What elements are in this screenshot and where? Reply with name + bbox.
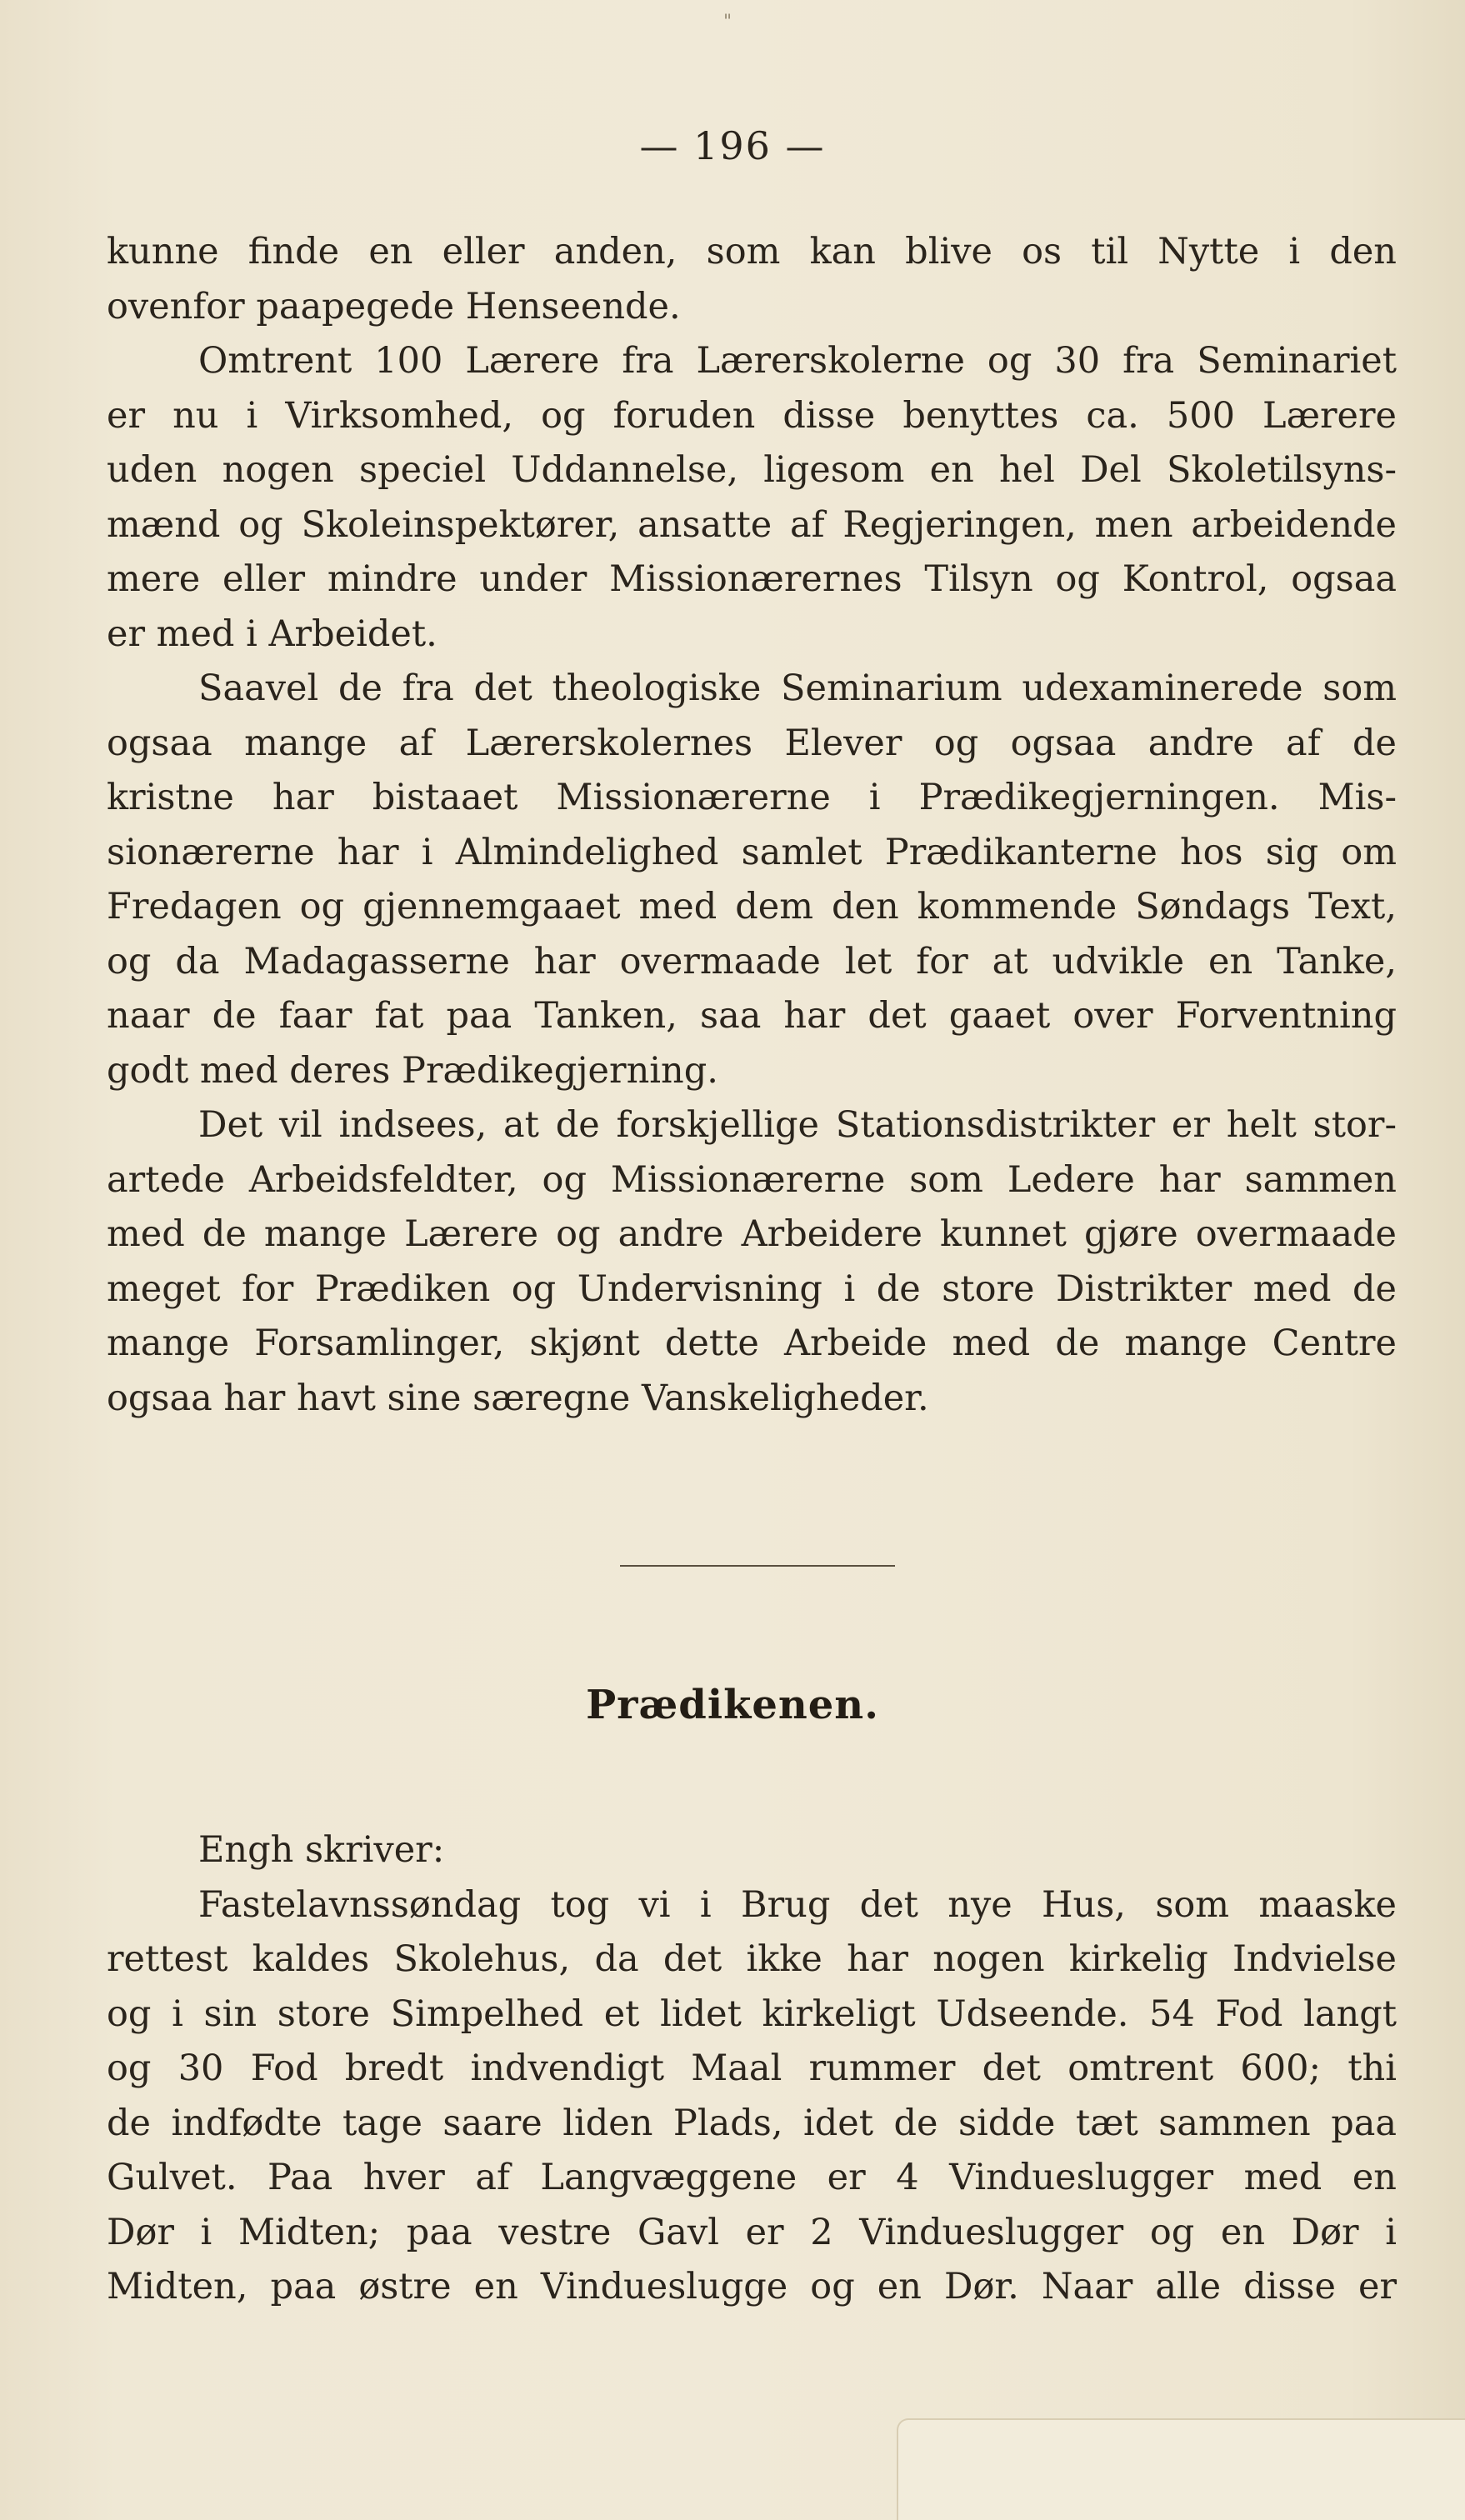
- text-line: Det vil indsees, at de forskjellige Stationsdistrikter er helt stor-: [198, 1104, 1397, 1146]
- text-line: med de mange Lærere og andre Arbeidere kunnet gjøre overmaade: [107, 1213, 1397, 1255]
- text-line: Saavel de fra det theologiske Seminarium udexaminerede som: [198, 668, 1397, 709]
- text-line: godt med deres Prædikegjerning.: [107, 1049, 718, 1092]
- top-mark: ": [723, 12, 732, 32]
- body-text-bottom: [107, 1823, 1397, 2315]
- text-line: sionærerne har i Almindelighed samlet Prædikanterne hos sig om: [107, 831, 1397, 873]
- text-line: meget for Prædiken og Undervisning i de store Distrikter med de: [107, 1268, 1397, 1310]
- text-line: mange Forsamlinger, skjønt dette Arbeide med de mange Centre: [107, 1322, 1397, 1364]
- text-line: mænd og Skoleinspektører, ansatte af Regjeringen, men arbeidende: [107, 503, 1397, 546]
- text-line: uden nogen speciel Uddannelse, ligesom en hel Del Skoletilsyns-: [107, 449, 1397, 491]
- text-line: Fredagen og gjennemgaaet med dem den kommende Søndags Text,: [107, 886, 1397, 928]
- text-line: Omtrent 100 Lærere fra Lærerskolerne og 30 fra Seminariet: [198, 340, 1397, 382]
- text-line: ogsaa mange af Lærerskolernes Elever og ogsaa andre af de: [107, 722, 1397, 764]
- text-line: ovenfor paapegede Henseende.: [107, 285, 681, 328]
- text-line: ogsaa har havt sine særegne Vanskeligheder.: [107, 1377, 929, 1419]
- section-divider: [620, 1565, 895, 1567]
- text-line: Engh skriver:: [198, 1829, 445, 1871]
- text-line: de indfødte tage saare liden Plads, idet de sidde tæt sammen paa: [107, 2102, 1397, 2144]
- body-text-top: [107, 225, 1397, 1426]
- section-heading: Prædikenen.: [586, 1682, 879, 1728]
- text-line: kunne finde en eller anden, som kan blive os til Nytte i den: [107, 231, 1397, 272]
- text-line: og i sin store Simpelhed et lidet kirkeligt Udseende. 54 Fod langt: [107, 1992, 1397, 2035]
- text-line: naar de faar fat paa Tanken, saa har det gaaet over Forventning: [107, 995, 1397, 1037]
- text-line: og da Madagasserne har overmaade let for at udvikle en Tanke,: [107, 940, 1397, 982]
- text-line: kristne har bistaaet Missionærerne i Prædikegjerningen. Mis-: [107, 777, 1397, 818]
- text-line: er nu i Virksomhed, og foruden disse benyttes ca. 500 Lærere: [107, 394, 1397, 437]
- text-line: Midten, paa østre en Vindueslugge og en Dør. Naar alle disse er: [107, 2266, 1397, 2308]
- text-line: er med i Arbeidet.: [107, 612, 438, 655]
- text-line: mere eller mindre under Missionærernes Tilsyn og Kontrol, ogsaa: [107, 558, 1397, 600]
- page-number: — 196 —: [639, 123, 826, 168]
- text-line: Dør i Midten; paa vestre Gavl er 2 Vindueslugger og en Dør i: [107, 2211, 1397, 2253]
- underlying-page-edge: [897, 2418, 1465, 2520]
- text-line: rettest kaldes Skolehus, da det ikke har nogen kirkelig Indvielse: [107, 1938, 1397, 1980]
- text-line: Fastelavnssøndag tog vi i Brug det nye Hus, som maaske: [198, 1883, 1397, 1926]
- text-line: artede Arbeidsfeldter, og Missionærerne som Ledere har sammen: [107, 1158, 1397, 1201]
- text-line: Gulvet. Paa hver af Langvæggene er 4 Vindueslugger med en: [107, 2157, 1397, 2198]
- text-line: og 30 Fod bredt indvendigt Maal rummer det omtrent 600; thi: [107, 2048, 1397, 2089]
